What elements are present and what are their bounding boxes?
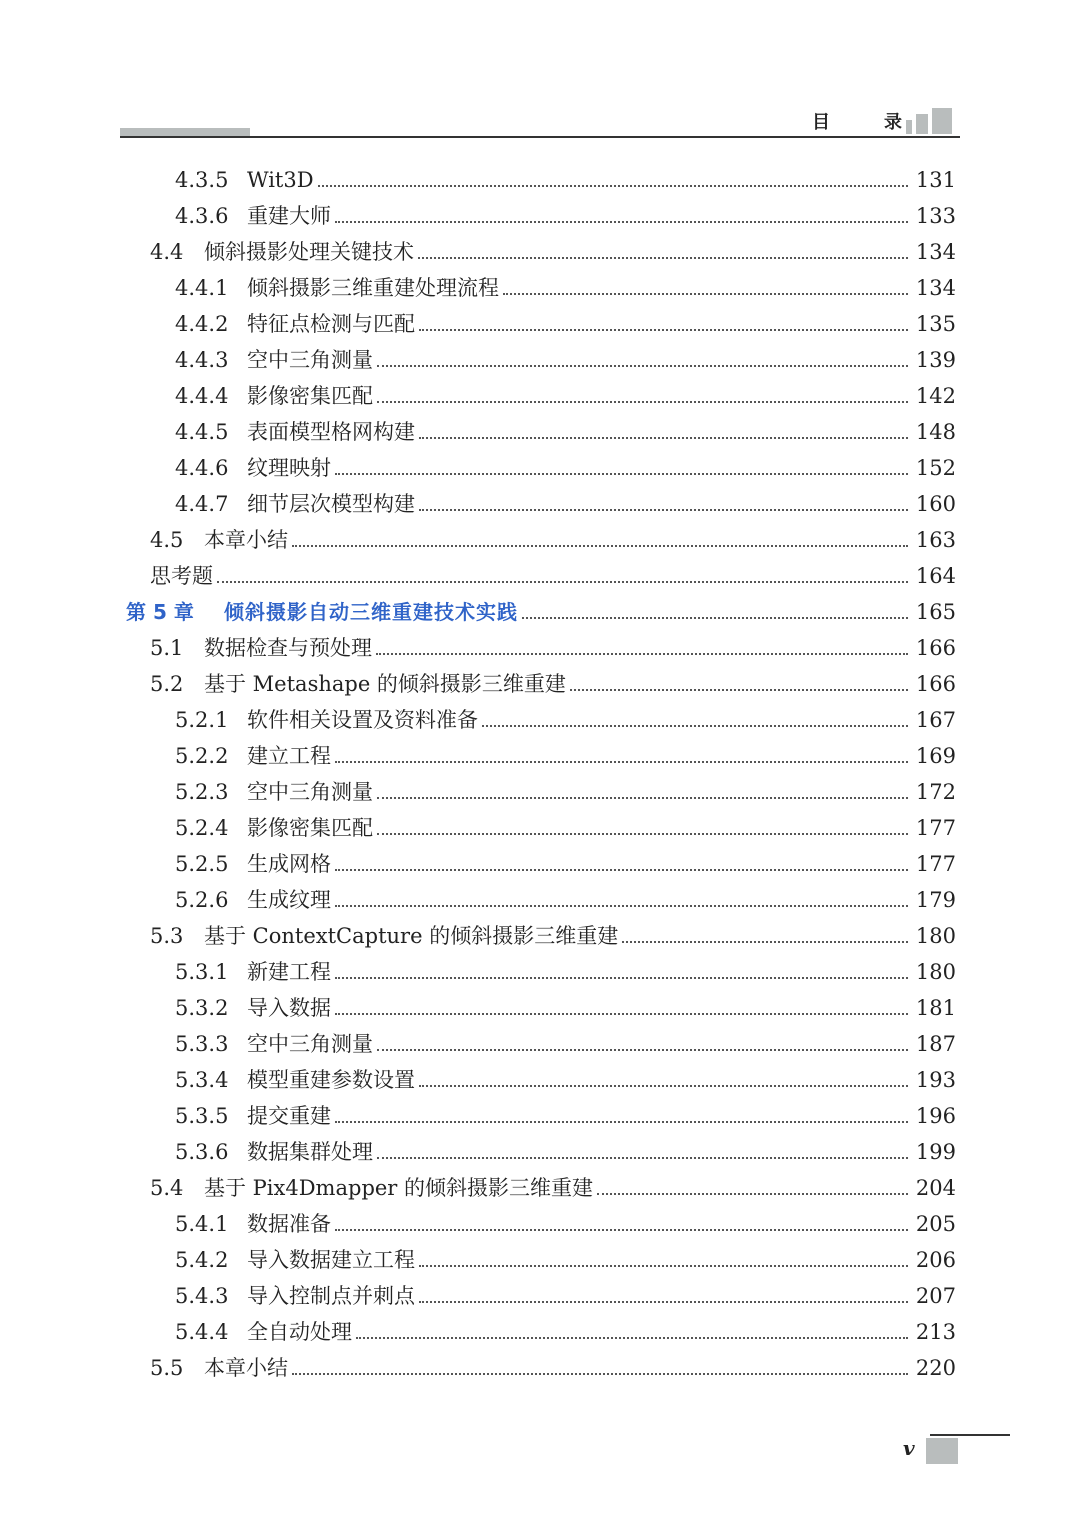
- toc-section-title: 导入数据建立工程: [247, 1248, 415, 1272]
- toc-row[interactable]: [0, 450, 1080, 486]
- footer-rule: [930, 1434, 1010, 1436]
- toc-section-number: 5.5: [150, 1356, 184, 1380]
- toc-section-title: 基于 Pix4Dmapper 的倾斜摄影三维重建: [204, 1176, 594, 1200]
- toc-section-number: 4.4.3: [175, 348, 229, 372]
- toc-section-number: 4.5: [150, 528, 184, 552]
- toc-section-number: 5.2: [150, 672, 184, 696]
- toc-page-number: 205: [915, 1212, 956, 1236]
- toc-row[interactable]: [0, 846, 1080, 882]
- toc-section-number: 5.3.2: [175, 996, 229, 1020]
- toc-section-number: 4.4.1: [175, 276, 229, 300]
- toc-page-number: 142: [915, 384, 956, 408]
- toc-page-number: 163: [915, 528, 956, 552]
- toc-page-number: 164: [915, 564, 956, 588]
- toc-section-number: 4.4.5: [175, 420, 229, 444]
- toc-section-title: 基于 ContextCapture 的倾斜摄影三维重建: [204, 924, 619, 948]
- toc-section-number: 5.4.2: [175, 1248, 229, 1272]
- toc-row[interactable]: [0, 1242, 1080, 1278]
- toc-page-number: 180: [915, 960, 956, 984]
- page-number: v: [903, 1436, 915, 1460]
- toc-dot-leader: [570, 689, 908, 691]
- toc-row[interactable]: [0, 1206, 1080, 1242]
- toc-page-number: 207: [915, 1284, 956, 1308]
- toc-row[interactable]: [0, 1134, 1080, 1170]
- toc-page-number: 177: [915, 816, 956, 840]
- toc-dot-leader: [597, 1193, 908, 1195]
- footer-decorative-block: [926, 1438, 958, 1464]
- toc-section-title: 本章小结: [204, 1356, 288, 1380]
- toc-section-number: 5.3.6: [175, 1140, 229, 1164]
- toc-dot-leader: [377, 1049, 908, 1051]
- toc-section-number: 5.4.3: [175, 1284, 229, 1308]
- toc-section-title: 软件相关设置及资料准备: [247, 708, 478, 732]
- toc-page-number: 139: [915, 348, 956, 372]
- toc-dot-leader: [377, 797, 908, 799]
- toc-section-title: 生成纹理: [247, 888, 331, 912]
- toc-row[interactable]: [0, 306, 1080, 342]
- toc-dot-leader: [377, 833, 908, 835]
- toc-row[interactable]: [0, 1062, 1080, 1098]
- toc-row[interactable]: [0, 702, 1080, 738]
- toc-section-title: 重建大师: [247, 204, 331, 228]
- toc-section-number: 5.1: [150, 636, 184, 660]
- toc-section-title: 空中三角测量: [247, 348, 373, 372]
- toc-row[interactable]: [0, 342, 1080, 378]
- running-header-char-left: 目: [812, 112, 830, 133]
- toc-page-number: 179: [915, 888, 956, 912]
- toc-section-number: 4.4.7: [175, 492, 229, 516]
- toc-row[interactable]: [0, 486, 1080, 522]
- toc-dot-leader: [292, 1373, 908, 1375]
- toc-section-number: 5.3.1: [175, 960, 229, 984]
- toc-section-title: 特征点检测与匹配: [247, 312, 415, 336]
- toc-section-number: 4.4.4: [175, 384, 229, 408]
- toc-dot-leader: [419, 329, 908, 331]
- toc-section-number: 5.3: [150, 924, 184, 948]
- toc-row[interactable]: [0, 882, 1080, 918]
- toc-section-title: 思考题: [150, 564, 213, 588]
- toc-section-title: 倾斜摄影自动三维重建技术实践: [224, 600, 518, 624]
- toc-section-title: 表面模型格网构建: [247, 420, 415, 444]
- toc-row[interactable]: [0, 234, 1080, 270]
- toc-page-number: 165: [915, 600, 956, 624]
- toc-dot-leader: [419, 1301, 908, 1303]
- toc-section-title: 建立工程: [247, 744, 331, 768]
- toc-row[interactable]: [0, 162, 1080, 198]
- toc-dot-leader: [376, 653, 908, 655]
- toc-dot-leader: [622, 941, 908, 943]
- toc-section-number: 第 5 章: [126, 600, 194, 624]
- toc-dot-leader: [377, 401, 908, 403]
- toc-section-title: 数据集群处理: [247, 1140, 373, 1164]
- header-block-small: [906, 120, 912, 134]
- header-accent-bar: [120, 128, 250, 136]
- toc-chapter-row[interactable]: [0, 594, 1080, 630]
- toc-row[interactable]: [0, 1314, 1080, 1350]
- running-header-char-right: 录: [884, 112, 902, 133]
- toc-section-number: 5.4.1: [175, 1212, 229, 1236]
- toc-section-title: 倾斜摄影三维重建处理流程: [247, 276, 499, 300]
- toc-page-number: 181: [915, 996, 956, 1020]
- toc-section-number: 5.2.1: [175, 708, 229, 732]
- toc-row[interactable]: [0, 1350, 1080, 1386]
- toc-row[interactable]: [0, 774, 1080, 810]
- toc-section-title: 倾斜摄影处理关键技术: [204, 240, 414, 264]
- toc-section-number: 5.2.4: [175, 816, 229, 840]
- toc-section-number: 5.3.4: [175, 1068, 229, 1092]
- toc-section-number: 4.3.5: [175, 168, 229, 192]
- toc-section-title: 提交重建: [247, 1104, 331, 1128]
- header-block-large: [932, 108, 952, 134]
- toc-page-number: 131: [915, 168, 956, 192]
- toc-dot-leader: [292, 545, 908, 547]
- toc-section-number: 4.3.6: [175, 204, 229, 228]
- toc-page-number: 166: [915, 672, 956, 696]
- toc-section-title: 细节层次模型构建: [247, 492, 415, 516]
- toc-row[interactable]: [0, 198, 1080, 234]
- toc-section-title: 基于 Metashape 的倾斜摄影三维重建: [204, 672, 566, 696]
- toc-page-number: 177: [915, 852, 956, 876]
- header-block-medium: [916, 114, 928, 134]
- toc-row[interactable]: [0, 954, 1080, 990]
- toc-dot-leader: [335, 977, 908, 979]
- toc-section-number: 5.4: [150, 1176, 184, 1200]
- toc-row[interactable]: [0, 990, 1080, 1026]
- toc-dot-leader: [377, 1157, 908, 1159]
- toc-page-number: 167: [915, 708, 956, 732]
- toc-section-title: 生成网格: [247, 852, 331, 876]
- toc-dot-leader: [335, 761, 908, 763]
- toc-row[interactable]: [0, 810, 1080, 846]
- toc-page-number: 187: [915, 1032, 956, 1056]
- toc-page-number: 196: [915, 1104, 956, 1128]
- toc-row[interactable]: [0, 630, 1080, 666]
- toc-page-number: 134: [915, 240, 956, 264]
- toc-section-title: 纹理映射: [247, 456, 331, 480]
- toc-row[interactable]: [0, 414, 1080, 450]
- toc-page-number: 172: [915, 780, 956, 804]
- toc-page-number: 213: [915, 1320, 956, 1344]
- toc-dot-leader: [335, 473, 908, 475]
- toc-section-title: 本章小结: [204, 528, 288, 552]
- toc-row[interactable]: [0, 738, 1080, 774]
- toc-dot-leader: [335, 1121, 908, 1123]
- toc-section-number: 5.2.2: [175, 744, 229, 768]
- toc-section-number: 5.4.4: [175, 1320, 229, 1344]
- toc-section-title: 空中三角测量: [247, 1032, 373, 1056]
- toc-page-number: 169: [915, 744, 956, 768]
- toc-dot-leader: [335, 905, 908, 907]
- toc-section-title: 导入控制点并刺点: [247, 1284, 415, 1308]
- toc-row[interactable]: [0, 270, 1080, 306]
- toc-page-number: 180: [915, 924, 956, 948]
- header-rule: [120, 136, 960, 138]
- toc-dot-leader: [318, 185, 908, 187]
- toc-page-number: 193: [915, 1068, 956, 1092]
- toc-section-number: 5.2.6: [175, 888, 229, 912]
- toc-dot-leader: [335, 1229, 908, 1231]
- toc-section-title: 数据检查与预处理: [204, 636, 372, 660]
- toc-page-number: 152: [915, 456, 956, 480]
- toc-section-title: 新建工程: [247, 960, 331, 984]
- toc-page-number: 160: [915, 492, 956, 516]
- toc-dot-leader: [419, 437, 908, 439]
- toc-section-number: 4.4.6: [175, 456, 229, 480]
- toc-section-number: 5.2.3: [175, 780, 229, 804]
- toc-row[interactable]: [0, 1026, 1080, 1062]
- toc-section-number: 5.2.5: [175, 852, 229, 876]
- toc-page-number: 135: [915, 312, 956, 336]
- running-header-title: [812, 108, 902, 134]
- toc-section-number: 5.3.5: [175, 1104, 229, 1128]
- toc-section-title: 导入数据: [247, 996, 331, 1020]
- toc-row[interactable]: [0, 1098, 1080, 1134]
- toc-row[interactable]: [0, 522, 1080, 558]
- toc-dot-leader: [419, 1265, 908, 1267]
- toc-section-title: 数据准备: [247, 1212, 331, 1236]
- toc-row[interactable]: [0, 558, 1080, 594]
- toc-dot-leader: [335, 221, 908, 223]
- toc-section-number: 4.4.2: [175, 312, 229, 336]
- toc-page-number: 148: [915, 420, 956, 444]
- toc-row[interactable]: [0, 1278, 1080, 1314]
- toc-page-number: 204: [915, 1176, 956, 1200]
- toc-row[interactable]: [0, 666, 1080, 702]
- toc-row[interactable]: [0, 1170, 1080, 1206]
- toc-dot-leader: [335, 1013, 908, 1015]
- toc-dot-leader: [419, 1085, 908, 1087]
- toc-page-number: 220: [915, 1356, 956, 1380]
- toc-page-number: 206: [915, 1248, 956, 1272]
- toc-dot-leader: [419, 509, 908, 511]
- toc-row[interactable]: [0, 378, 1080, 414]
- toc-section-title: 空中三角测量: [247, 780, 373, 804]
- toc-section-title: 影像密集匹配: [247, 384, 373, 408]
- toc-dot-leader: [377, 365, 908, 367]
- toc-page-number: 134: [915, 276, 956, 300]
- toc-dot-leader: [217, 581, 908, 583]
- table-of-contents: [0, 162, 1080, 1386]
- toc-section-number: 5.3.3: [175, 1032, 229, 1056]
- toc-dot-leader: [522, 617, 908, 619]
- toc-row[interactable]: [0, 918, 1080, 954]
- toc-page-number: 166: [915, 636, 956, 660]
- toc-dot-leader: [503, 293, 908, 295]
- toc-dot-leader: [482, 725, 908, 727]
- toc-section-title: Wit3D: [247, 168, 314, 192]
- toc-section-number: 4.4: [150, 240, 184, 264]
- toc-page-number: 133: [915, 204, 956, 228]
- header-decorative-blocks: [906, 110, 952, 134]
- toc-dot-leader: [356, 1337, 908, 1339]
- toc-dot-leader: [335, 869, 908, 871]
- toc-section-title: 全自动处理: [247, 1320, 352, 1344]
- toc-section-title: 模型重建参数设置: [247, 1068, 415, 1092]
- toc-section-title: 影像密集匹配: [247, 816, 373, 840]
- toc-page-number: 199: [915, 1140, 956, 1164]
- toc-dot-leader: [418, 257, 908, 259]
